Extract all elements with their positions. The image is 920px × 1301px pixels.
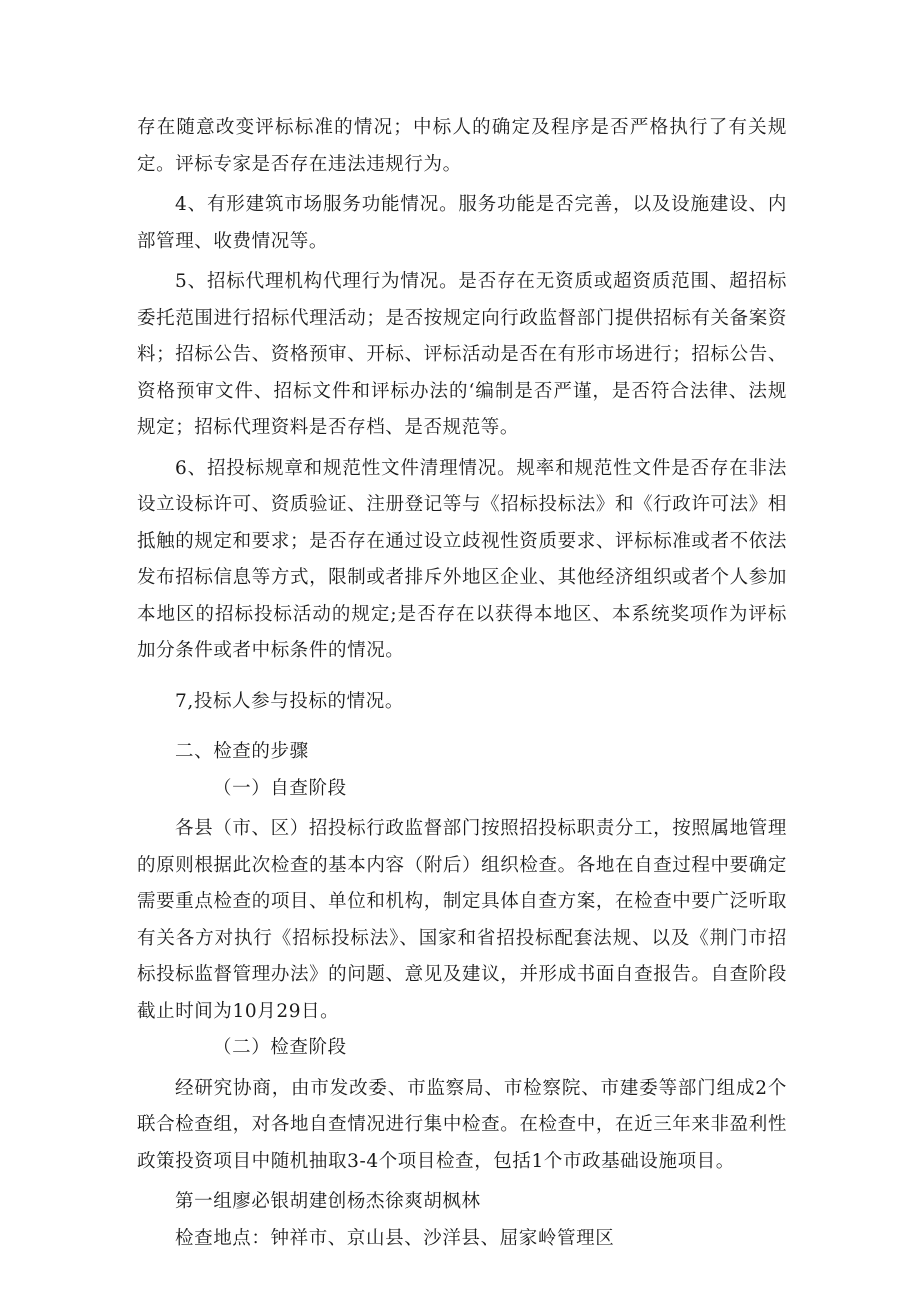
- paragraph-item-6: 6、招投标规章和规范性文件清理情况。规率和规范性文件是否存在非法设立设标许可、资质验证、注册登记等与《招标投标法》和《行政许可法》相抵触的规定和要求；是否存在通过设立歧视性资质要求、评标标准或者不依法发布招标信息等方式，限制或者排斥外地区企业、其他经济组织或者个人参加本地区的招标投标活动的规定;是否存在以获得本地区、本系统奖项作为评标加分条件或者中标条件的情况。: [137, 457, 787, 661]
- paragraph-group-one: 第一组廖必银胡建创杨杰徐爽胡枫林: [175, 1191, 481, 1212]
- section-heading-steps: 二、检查的步骤: [175, 741, 309, 762]
- paragraph-self-check: 各县（市、区）招投标行政监督部门按照招投标职责分工，按照属地管理的原则根据此次检查的基本内容（附后）组织检查。各地在自查过程中要确定需要重点检查的项目、单位和机构，制定具体自查方案，在检查中要广泛听取有关各方对执行《招标投标法》、国家和省招投标配套法规、以及《荆门市招标投标监督管理办法》的问题、意见及建议，并形成书面自查报告。自查阶段截止时间为10月29日。: [137, 818, 787, 1022]
- paragraph-item-7: 7,投标人参与投标的情况。: [175, 690, 404, 712]
- subheading-inspection: （二）检查阶段: [213, 1037, 347, 1058]
- subheading-self-check: （一）自查阶段: [213, 777, 347, 799]
- paragraph-inspection-locations: 检查地点：钟祥市、京山县、沙洋县、屈家岭管理区: [175, 1227, 615, 1249]
- paragraph-inspection: 经研究协商，由市发改委、市监察局、市检察院、市建委等部门组成2个联合检查组，对各地自查情况进行集中检查。在检查中，在近三年来非盈利性政策投资项目中随机抽取3-4个项目检查，包括1个市政基础设施项目。: [137, 1077, 787, 1172]
- paragraph-item-4: 4、有形建筑市场服务功能情况。服务功能是否完善，以及设施建设、内部管理、收费情况等。: [137, 194, 787, 252]
- paragraph-evaluation-standards: 存在随意改变评标标准的情况；中标人的确定及程序是否严格执行了有关规定。评标专家是否存在违法违规行为。: [137, 117, 787, 175]
- paragraph-item-5: 5、招标代理机构代理行为情况。是否存在无资质或超资质范围、超招标委托范围进行招标代理活动；是否按规定向行政监督部门提供招标有关备案资料；招标公告、资格预审、开标、评标活动是否在有形市场进行；招标公告、资格预审文件、招标文件和评标办法的‘编制是否严谨，是否符合法律、法规规定；招标代理资料是否存档、是否规范等。: [137, 271, 787, 438]
- document-body: [137, 110, 787, 1257]
